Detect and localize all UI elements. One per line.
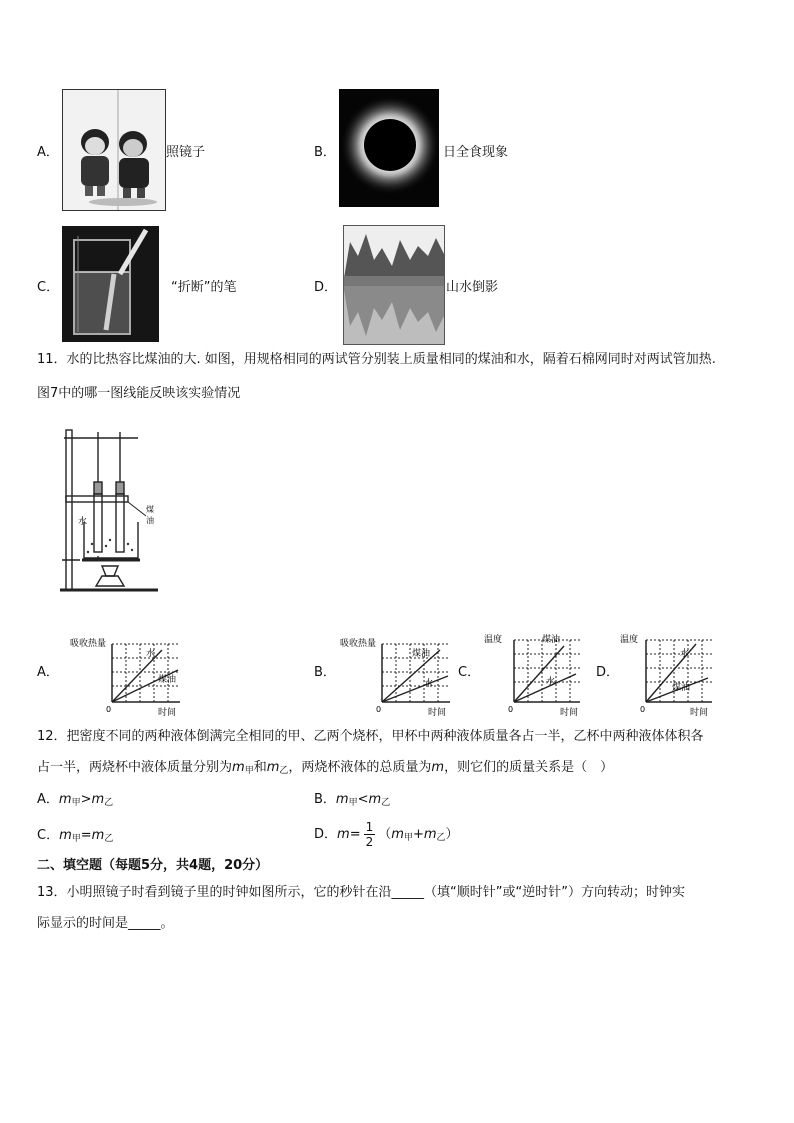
option-b-caption: 日全食现象: [443, 145, 509, 160]
option-a-caption: 照镜子: [166, 145, 206, 160]
mirror-dolls-image: [62, 89, 166, 211]
graph-c-ylabel: 温度: [484, 635, 503, 645]
option-c-letter: C．: [37, 280, 60, 295]
q11-line2: 图7中的哪一图线能反映该实验情况: [37, 386, 241, 401]
graph-d-bottom: 煤油: [672, 683, 691, 693]
one-half-fraction: $\frac{1}{2}$: [365, 820, 374, 849]
q12-option-d: D．m= $\frac{1}{2}$ $(m_甲+m_乙)$: [314, 820, 459, 849]
q13-line2: 际显示的时间是_____。: [37, 916, 174, 931]
graph-a-letter: A．: [37, 665, 59, 680]
q12-line2: 占一半，两烧杯中液体质量分别为$m_甲$和$m_乙$，两烧杯液体的总质量为m，则它们的质量关系是（ ）: [37, 760, 614, 776]
graph-c: [484, 630, 584, 718]
option-d-caption: 山水倒影: [446, 280, 499, 295]
graph-c-bottom: 水: [546, 677, 556, 687]
graph-a-top: 水: [146, 649, 156, 659]
graph-d-ylabel: 温度: [620, 635, 639, 645]
graph-d: [620, 630, 720, 718]
q12-option-a: A．$m_甲>m_乙$: [37, 792, 114, 808]
graph-b-ylabel: 吸收热量: [340, 639, 377, 649]
graph-a: [66, 636, 186, 718]
graph-c-top: 煤油: [542, 635, 561, 645]
graph-b-bottom: 水: [424, 679, 434, 689]
graph-a-origin: 0: [106, 705, 112, 714]
water-label: 水: [78, 517, 88, 527]
solar-eclipse-image: [339, 89, 439, 207]
graph-d-top: 水: [680, 649, 690, 659]
q12-option-b: B．$m_甲<m_乙$: [314, 792, 391, 808]
graph-c-origin: 0: [508, 705, 514, 714]
graph-c-letter: C．: [458, 665, 481, 680]
q13-line1: 13．小明照镜子时看到镜子里的时钟如图所示，它的秒针在沿_____（填“顺时针”或“逆时针”）方向转动；时钟实: [37, 885, 685, 900]
graph-b-letter: B．: [314, 665, 336, 680]
option-c-caption: “折断”的笔: [171, 280, 237, 295]
graph-b: [336, 636, 456, 718]
option-d-letter: D．: [314, 280, 338, 295]
graph-a-bottom: 煤油: [158, 675, 177, 685]
graph-d-origin: 0: [640, 705, 646, 714]
graph-b-top: 煤油: [412, 649, 431, 659]
graph-a-ylabel: 吸收热量: [70, 639, 107, 649]
bent-pencil-image: [62, 226, 159, 342]
q12-option-c: C．$m_甲=m_乙$: [37, 828, 114, 844]
mountain-reflection-image: [343, 225, 445, 345]
graph-b-xlabel: 时间: [428, 708, 447, 718]
graph-c-xlabel: 时间: [560, 708, 579, 718]
heating-apparatus-diagram: [58, 426, 168, 596]
kerosene-label-top: 煤: [146, 505, 154, 514]
kerosene-label-bottom: 油: [146, 516, 154, 525]
graph-b-origin: 0: [376, 705, 382, 714]
q12-line1: 12．把密度不同的两种液体倒满完全相同的甲、乙两个烧杯，甲杯中两种液体质量各占一半，乙杯中两种液体体积各: [37, 729, 704, 744]
graph-a-xlabel: 时间: [158, 708, 177, 718]
graph-d-letter: D．: [596, 665, 620, 680]
q11-line1: 11．水的比热容比煤油的大. 如图，用规格相同的两试管分别装上质量相同的煤油和水，隔着石棉网同时对两试管加热.: [37, 352, 716, 367]
section-heading: 二、填空题（每题5分，共4题，20分）: [37, 858, 269, 873]
option-a-letter: A．: [37, 145, 59, 160]
option-b-letter: B．: [314, 145, 336, 160]
graph-d-xlabel: 时间: [690, 708, 709, 718]
